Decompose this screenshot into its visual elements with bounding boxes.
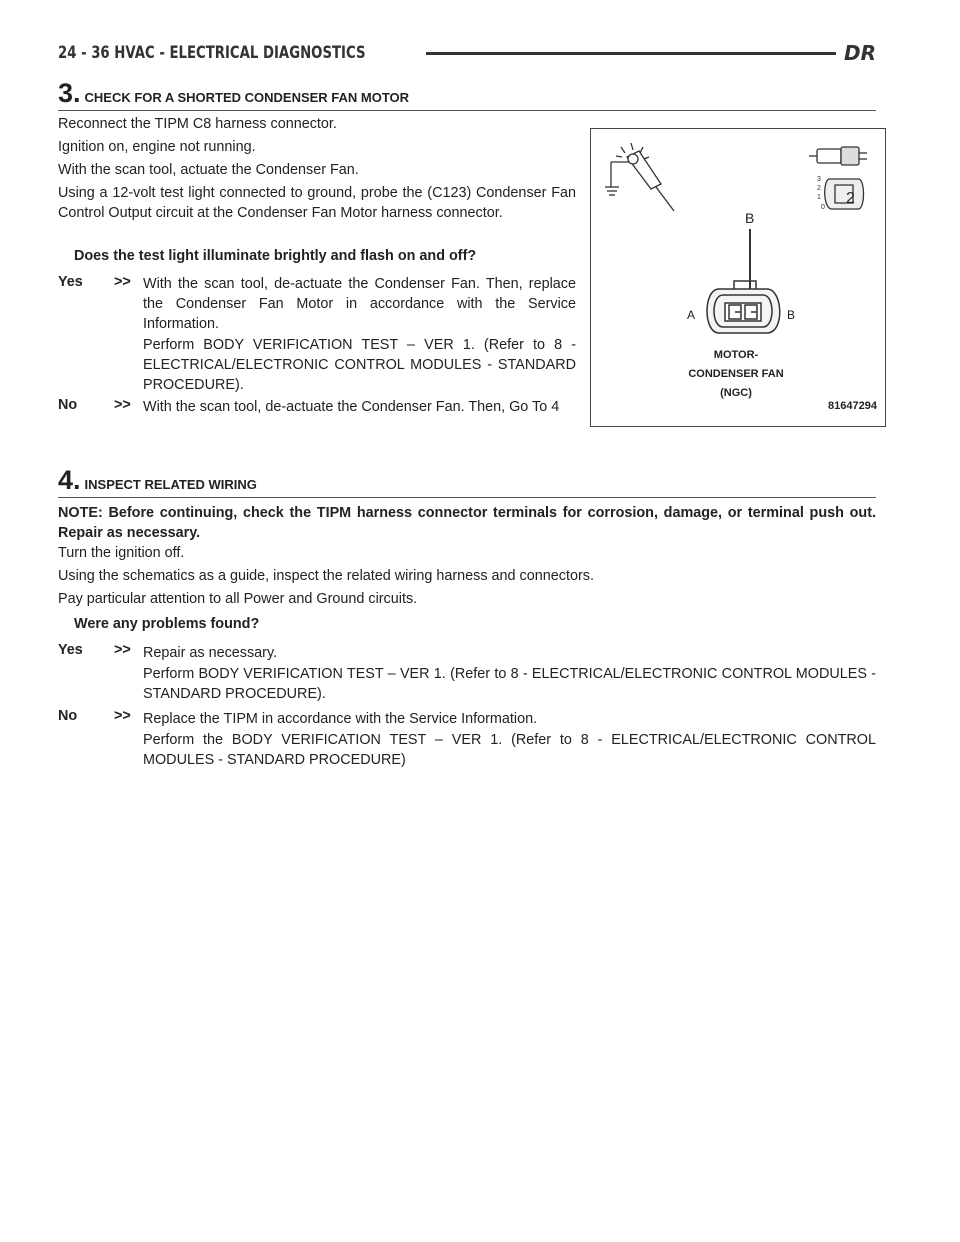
step-title: INSPECT RELATED WIRING: [84, 477, 257, 492]
yes-arrow: >>: [114, 274, 131, 290]
scale-label: 3: [817, 176, 821, 183]
instruction-line: Ignition on, engine not running.: [58, 139, 256, 155]
no-arrow: >>: [114, 397, 131, 413]
figure-id: 81647294: [828, 400, 877, 412]
step-number: 3.: [58, 78, 81, 108]
header-rule: [426, 52, 836, 55]
no-label: No: [58, 397, 78, 413]
yes-action: With the scan tool, de-actuate the Condenser Fan. Then, replace the Condenser Fan Motor in accordance with the Service Information.: [143, 276, 576, 332]
wire-label: B: [745, 210, 755, 226]
diagram-caption: (NGC): [720, 387, 752, 399]
instruction-line: With the scan tool, actuate the Condenser Fan.: [58, 162, 359, 178]
step-4-heading: [58, 467, 876, 498]
instruction-line: Turn the ignition off.: [58, 545, 185, 561]
yes-label: Yes: [58, 274, 83, 290]
diagram-caption: MOTOR-: [713, 349, 759, 361]
no-arrow: >>: [114, 708, 131, 724]
step-title: CHECK FOR A SHORTED CONDENSER FAN MOTOR: [84, 90, 410, 105]
pin-label: A: [687, 308, 696, 322]
note-text: NOTE: Before continuing, check the TIPM harness connector terminals for corrosion, damage, or terminal push out. Repair as necessary.: [58, 505, 876, 541]
yes-verification: Perform BODY VERIFICATION TEST – VER 1. (Refer to 8 - ELECTRICAL/ELECTRONIC CONTROL MODULES - STANDARD PROCEDURE).: [143, 337, 576, 393]
step-number: 4.: [58, 465, 81, 495]
step-3-heading: [58, 80, 876, 111]
scale-label: 2: [817, 185, 821, 192]
instruction-line: Using the schematics as a guide, inspect the related wiring harness and connectors.: [58, 568, 594, 584]
yes-arrow: >>: [114, 642, 131, 658]
no-verification: Perform the BODY VERIFICATION TEST – VER 1. (Refer to 8 - ELECTRICAL/ELECTRONIC CONTROL MODULES - STANDARD PROCEDURE): [143, 732, 876, 768]
fan-motor-connector: [707, 281, 780, 333]
diagnostic-question: Does the test light illuminate brightly and flash on and off?: [74, 248, 477, 264]
instruction-line: Reconnect the TIPM C8 harness connector.: [58, 116, 337, 132]
no-action: With the scan tool, de-actuate the Condenser Fan. Then, Go To 4: [143, 399, 560, 415]
diagram-caption: CONDENSER FAN: [688, 368, 784, 380]
connector-diagram: [590, 128, 886, 427]
instruction-paragraph: Using a 12-volt test light connected to ground, probe the (C123) Condenser Fan Control Output circuit at the Condenser Fan Motor harness connector.: [58, 185, 576, 221]
page-header: [58, 38, 876, 68]
diagnostic-question: Were any problems found?: [74, 616, 260, 632]
no-label: No: [58, 708, 78, 724]
scale-label: 0: [821, 204, 825, 211]
instruction-line: Pay particular attention to all Power and Ground circuits.: [58, 591, 418, 607]
connector-number: 2: [846, 190, 855, 207]
page-reference: 24 - 36 HVAC - ELECTRICAL DIAGNOSTICS: [58, 43, 366, 63]
test-light-icon: [605, 143, 674, 211]
yes-action: Repair as necessary.: [143, 645, 278, 661]
yes-label: Yes: [58, 642, 83, 658]
model-code: DR: [843, 41, 876, 65]
scale-label: 1: [817, 194, 821, 201]
connector-diagram-svg: [591, 129, 885, 426]
pin-label: B: [787, 308, 796, 322]
no-action: Replace the TIPM in accordance with the Service Information.: [143, 711, 538, 727]
yes-verification: Perform BODY VERIFICATION TEST – VER 1. (Refer to 8 - ELECTRICAL/ELECTRONIC CONTROL MODULES - STANDARD PROCEDURE).: [143, 666, 876, 702]
